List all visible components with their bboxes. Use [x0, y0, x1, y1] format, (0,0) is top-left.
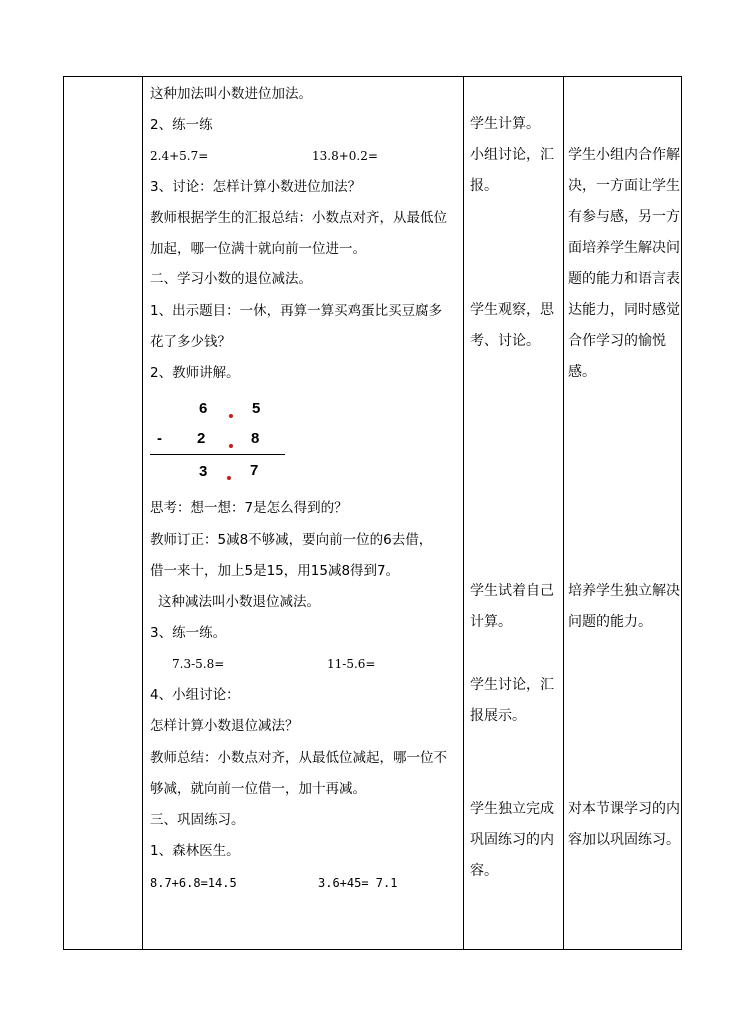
text-line: 1、出示题目：一休，再算一算买鸡蛋比买豆腐多 [150, 303, 443, 319]
calc-digit: 5 [252, 400, 261, 417]
text-line: 3、讨论：怎样计算小数进位加法？ [150, 179, 362, 195]
text-line: 3、练一练。 [150, 625, 227, 641]
student-activity: 学生试着自己计算。 [470, 583, 554, 630]
section-heading: 二、学习小数的退位减法。 [150, 271, 312, 287]
decimal-point [227, 476, 231, 480]
student-activity: 学生计算。 [470, 116, 540, 132]
text-line: 2、练一练 [150, 117, 213, 133]
decimal-point [229, 444, 233, 448]
column-divider [563, 76, 564, 950]
text-line: 教师订正：5减8不够减，要向前一位的6去借， [150, 532, 433, 548]
minus-sign: - [157, 430, 162, 447]
calc-digit: 8 [251, 430, 260, 447]
text-line: 2、教师讲解。 [150, 365, 240, 381]
column-divider [142, 76, 143, 950]
exercise-item: 13.8+0.2= [312, 149, 378, 163]
text-line: 这种加法叫小数进位加法。 [150, 86, 312, 102]
section-heading: 三、巩固练习。 [150, 812, 245, 828]
student-activity: 学生独立完成巩固练习的内容。 [470, 801, 554, 879]
student-activity: 学生观察，思考、讨论。 [470, 302, 554, 349]
text-line: 教师总结：小数点对齐，从最低位减起，哪一位不 [150, 750, 447, 766]
text-line: 加起，哪一位满十就向前一位进一。 [150, 241, 366, 257]
text-line: 教师根据学生的汇报总结：小数点对齐，从最低位 [150, 210, 447, 226]
student-activity: 小组讨论，汇报。 [470, 147, 554, 194]
text-line: 思考：想一想：7是怎么得到的？ [150, 500, 348, 516]
design-intent: 对本节课学习的内容加以巩固练习。 [568, 801, 680, 848]
calc-digit: 6 [199, 400, 208, 417]
exercise-item: 2.4+5.7= [150, 149, 209, 163]
column-divider [463, 76, 464, 950]
text-line: 这种减法叫小数退位减法。 [158, 594, 320, 610]
calc-digit: 3 [199, 463, 208, 480]
text-line: 够减，就向前一位借一，加十再减。 [150, 781, 366, 797]
text-line: 4、小组讨论： [150, 687, 240, 703]
calc-digit: 2 [197, 430, 206, 447]
text-line: 花了多少钱？ [150, 334, 231, 350]
exercise-item: 7.3-5.8= [172, 657, 225, 671]
calc-rule [150, 454, 285, 455]
student-activity: 学生讨论，汇报展示。 [470, 677, 554, 724]
exercise-item: 3.6+45= 7.1 [318, 876, 398, 890]
design-intent: 培养学生独立解决问题的能力。 [568, 583, 680, 630]
decimal-point [229, 414, 233, 418]
vertical-subtraction [150, 398, 300, 488]
text-line: 借一来十，加上5是15，用15减8得到7。 [150, 563, 400, 579]
calc-digit: 7 [250, 462, 259, 479]
design-intent: 学生小组内合作解决，一方面让学生有参与感，另一方面培养学生解决问题的能力和语言表达能力，同时感觉合作学习的愉悦感。 [568, 147, 680, 380]
text-line: 怎样计算小数退位减法？ [150, 718, 299, 734]
text-line: 1、森林医生。 [150, 843, 240, 859]
exercise-item: 8.7+6.8=14.5 [150, 876, 237, 890]
exercise-item: 11-5.6= [327, 657, 376, 671]
